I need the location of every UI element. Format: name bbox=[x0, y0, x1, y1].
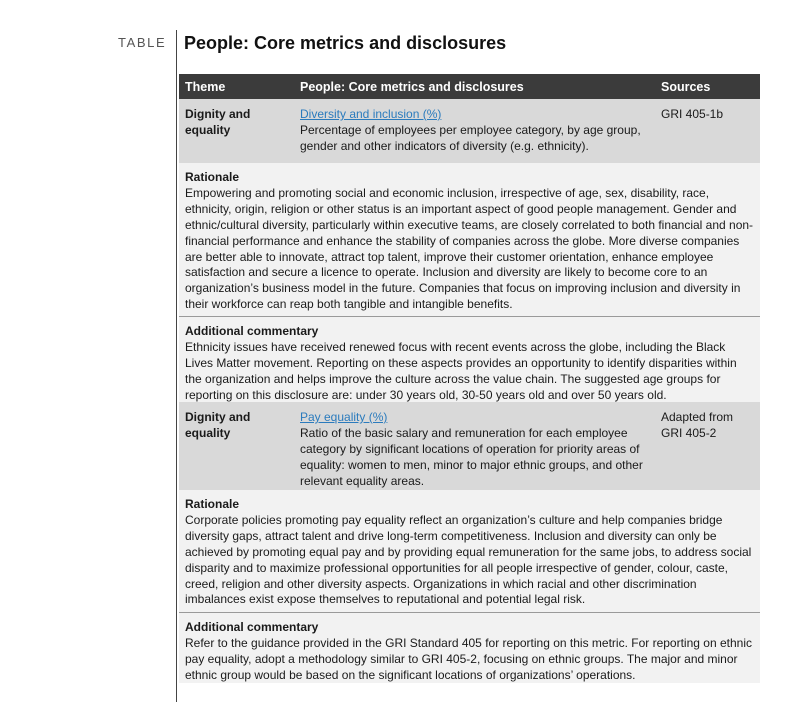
commentary-block bbox=[179, 612, 760, 683]
table-label: TABLE bbox=[118, 35, 167, 50]
page-title: People: Core metrics and disclosures bbox=[184, 33, 507, 53]
theme-cell: Dignity and equality bbox=[185, 107, 251, 137]
commentary-text: Ethnicity issues have received renewed focus with recent events across the globe, including the Black Lives Matter movement. Reporting on these aspects provides an opportunity to identify disparities within the organization and helps improve the culture across the value chain. The suggested age groups for reporting on this disclosure are: under 30 years old, 30-50 years old and over 50 years old. bbox=[185, 339, 737, 402]
commentary-block bbox=[179, 316, 760, 402]
rationale-heading: Rationale bbox=[185, 170, 240, 184]
rationale-text: Corporate policies promoting pay equality reflect an organization’s culture and help companies bridge diversity gaps, attract talent and drive long-term competitiveness. Inclusion and diversity can only be achieved by promoting equal pay and by providing equal remuneration for the same jobs, to address social disparity and to maximize professional opportunities for all people irrespective of gender, colour, caste, creed, religion and other diversity aspects. Organizations in which racial and other discrimination imbalances exist expose themselves to reputational and potential legal risk. bbox=[185, 512, 752, 607]
header-theme: Theme bbox=[185, 80, 226, 94]
rationale-block bbox=[179, 490, 760, 612]
metrics-table bbox=[179, 74, 760, 683]
commentary-text: Refer to the guidance provided in the GRI Standard 405 for reporting on this metric. For reporting on ethnic pay equality, adopt a methodology similar to GRI 405-2, focusing on ethnic groups. The major and minor ethnic group would be based on the significant locations of organizations’ operations. bbox=[185, 635, 752, 682]
table-header bbox=[179, 74, 760, 99]
table-row bbox=[179, 99, 760, 163]
metric-link[interactable]: Diversity and inclusion (%) bbox=[300, 107, 442, 121]
commentary-heading: Additional commentary bbox=[185, 620, 319, 634]
rationale-heading: Rationale bbox=[185, 497, 240, 511]
commentary-heading: Additional commentary bbox=[185, 324, 319, 338]
rationale-text: Empowering and promoting social and economic inclusion, irrespective of age, sex, disability, race, ethnicity, origin, religion or other status is an important aspect of good people management. Gender and ethnic/cultural diversity, particularly within executive teams, are closely correlated to both financial and non-financial performance and enhance the stability of companies across the globe. More diverse companies are better able to innovate, attract top talent, improve their customer orientation, enhance employee satisfaction and secure a licence to operate. Inclusion and diversity are likely to become core to an organization’s business model in the future. Companies that focus on improving inclusion and diversity in their workforce can reap both tangible and intangible benefits. bbox=[185, 185, 754, 312]
header-sources: Sources bbox=[661, 80, 711, 94]
table-row bbox=[179, 402, 760, 490]
source-cell: Adapted from GRI 405-2 bbox=[661, 410, 734, 440]
vertical-rule bbox=[176, 30, 177, 702]
metric-description: Percentage of employees per employee category, by age group, gender and other indicators of diversity (e.g. ethnicity). bbox=[300, 123, 641, 153]
metric-link[interactable]: Pay equality (%) bbox=[300, 410, 388, 424]
source-cell: GRI 405-1b bbox=[661, 107, 724, 121]
theme-cell: Dignity and equality bbox=[185, 410, 251, 440]
header-metric: People: Core metrics and disclosures bbox=[300, 80, 524, 94]
metric-cell bbox=[300, 106, 652, 154]
metric-description: Ratio of the basic salary and remuneration for each employee category by significant locations of operation for priority areas of equality: women to men, minor to major ethnic groups, and other relevant equality areas. bbox=[300, 426, 643, 488]
rationale-block bbox=[179, 163, 760, 316]
metric-cell bbox=[300, 409, 652, 489]
